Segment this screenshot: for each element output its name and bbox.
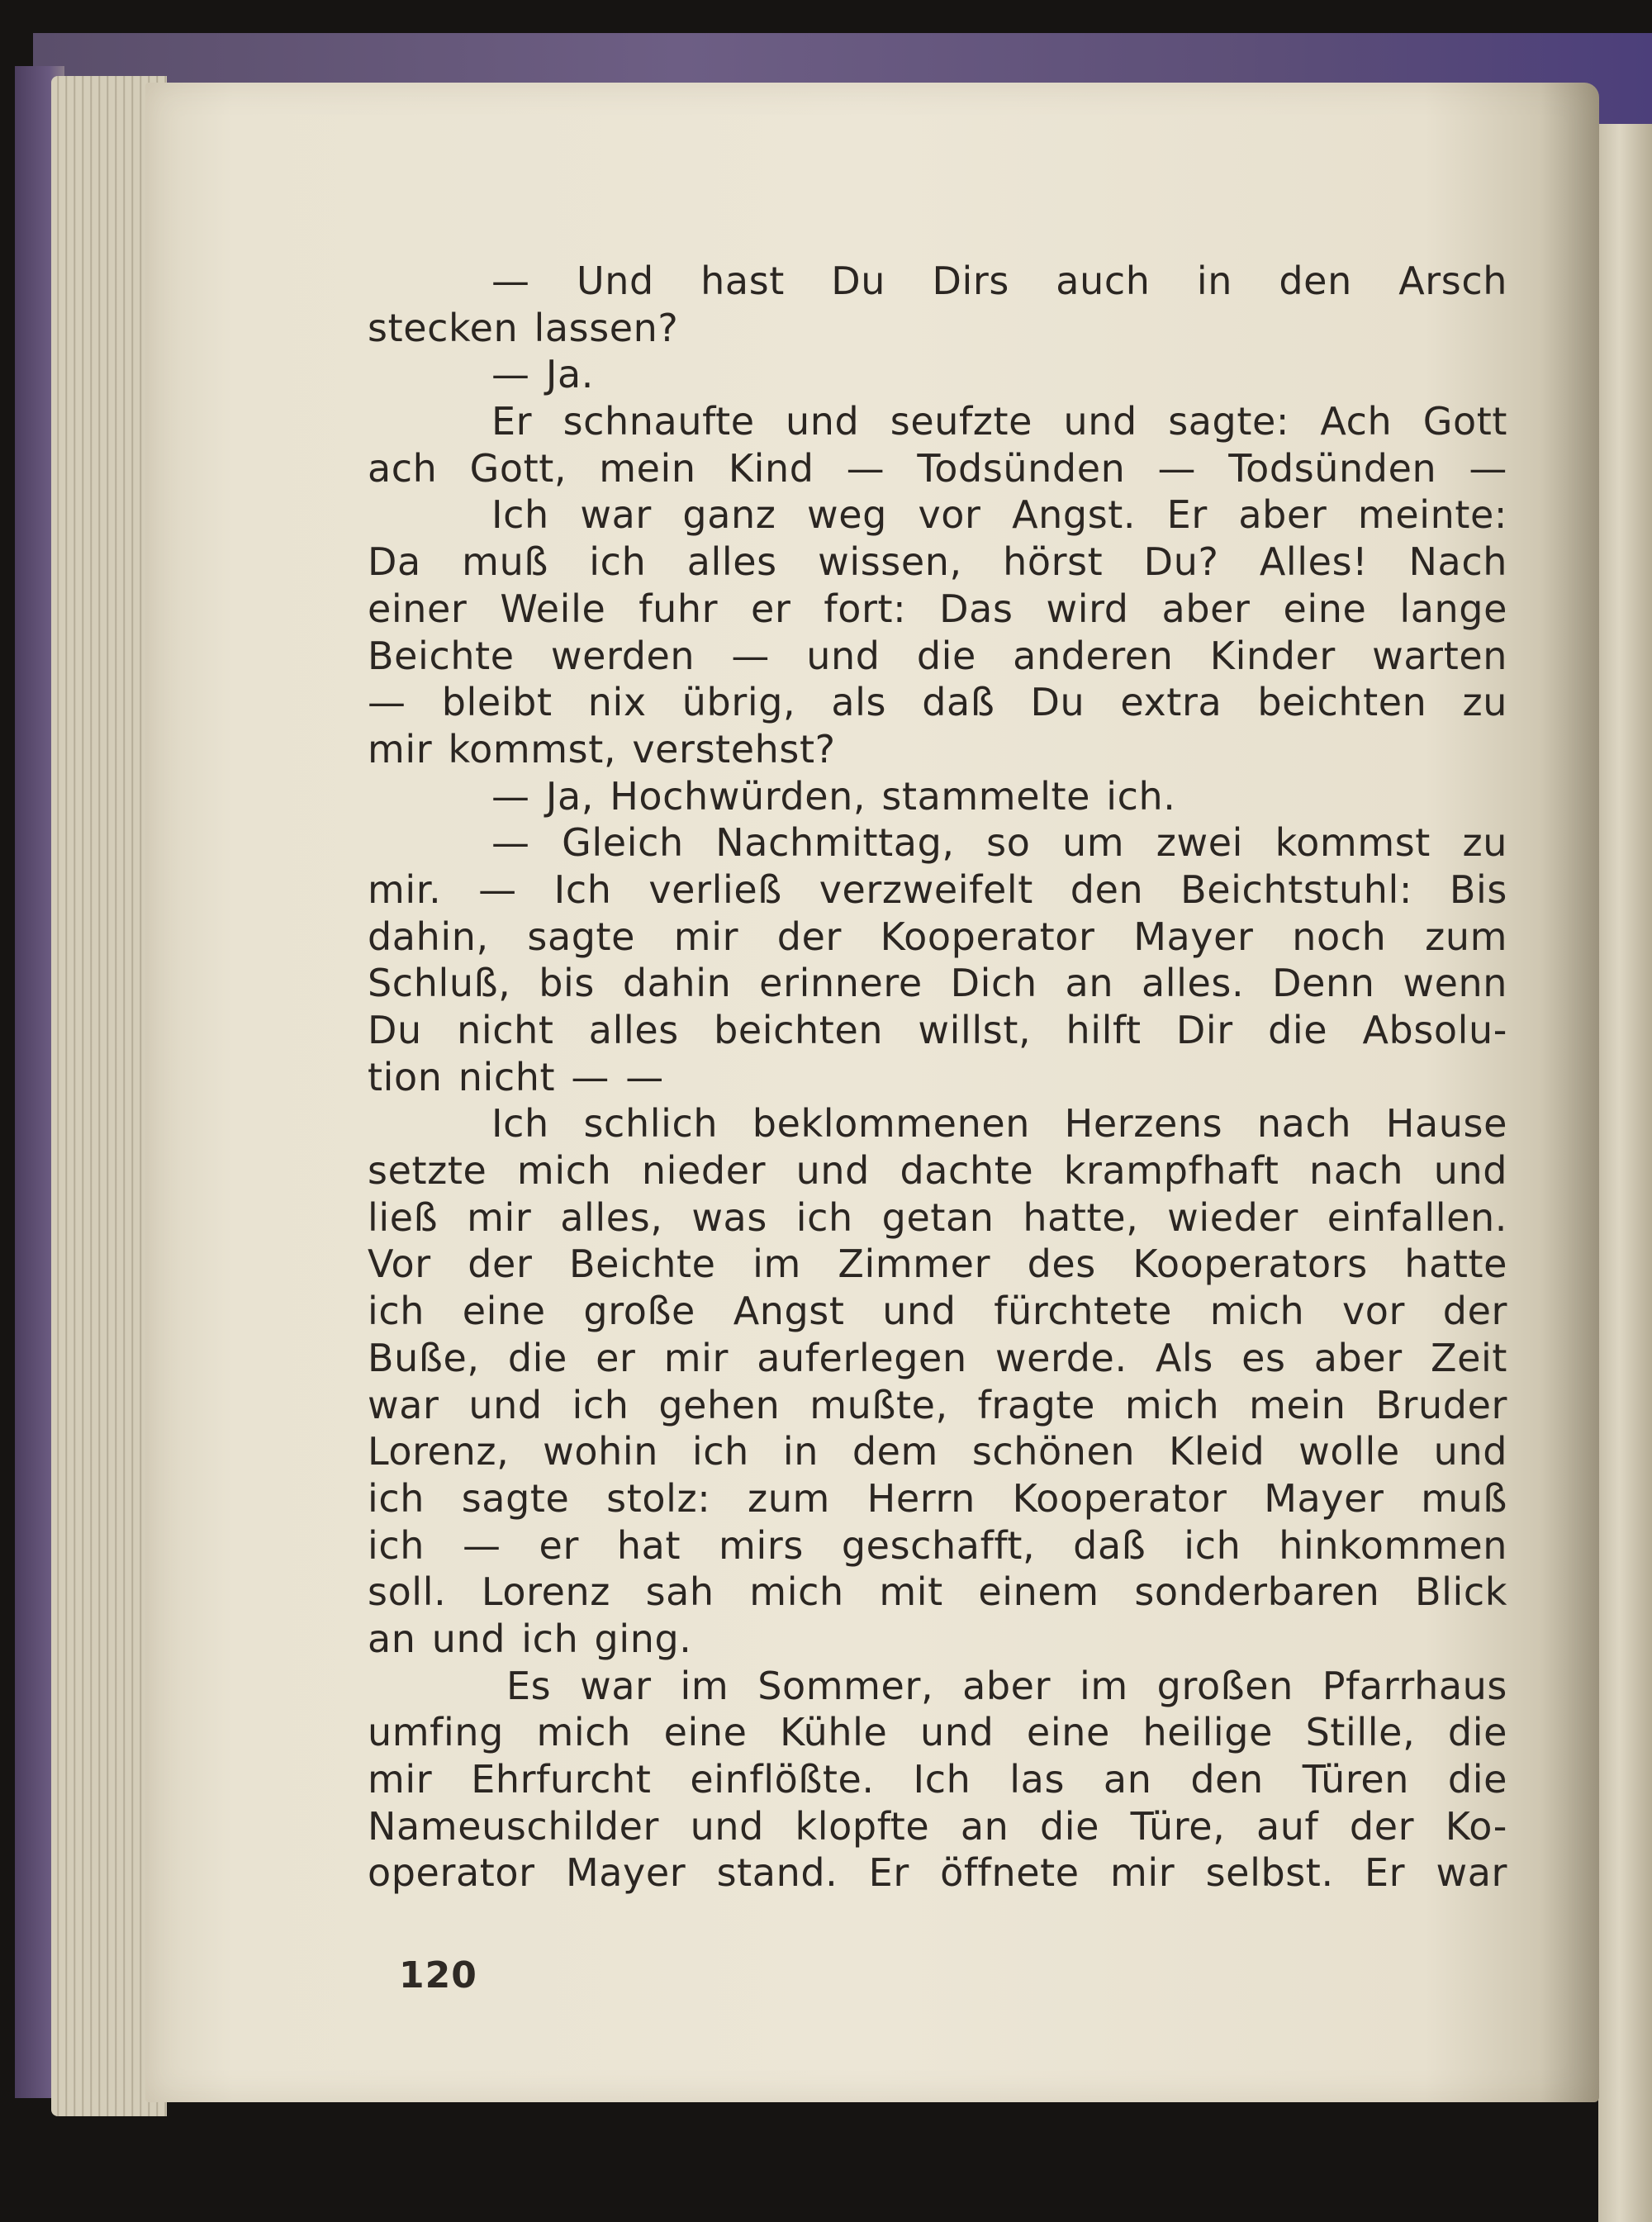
text-line-23: ich eine große Angst und fürchtete mich vor der	[368, 1289, 1507, 1334]
text-line-4: Er schnaufte und seufzte und sagte: Ach Gott	[491, 399, 1507, 444]
text-line-10: — bleibt nix übrig, als daß Du extra beichten zu	[368, 680, 1507, 725]
text-line-7: Da muß ich alles wissen, hörst Du? Alles! Nach	[368, 539, 1507, 585]
text-line-13: — Gleich Nachmittag, so um zwei kommst zu	[491, 820, 1507, 866]
text-line-35: operator Mayer stand. Er öffnete mir selbst. Er war	[368, 1850, 1507, 1896]
text-line-26: Lorenz, wohin ich in dem schönen Kleid wolle und	[368, 1429, 1507, 1474]
text-line-15: dahin, sagte mir der Kooperator Mayer noch zum	[368, 914, 1507, 959]
text-line-17: Du nicht alles beichten willst, hilft Dir die Absolu-	[368, 1008, 1507, 1052]
page-number: 120	[399, 1954, 477, 1996]
text-line-12: — Ja, Hochwürden, stammelte ich.	[491, 773, 1176, 819]
text-line-1: — Und hast Du Dirs auch in den Arsch	[491, 259, 1507, 303]
text-line-11: mir kommst, verstehst?	[368, 726, 836, 772]
text-line-28: ich — er hat mirs geschafft, daß ich hinkommen	[368, 1522, 1507, 1568]
text-line-16: Schluß, bis dahin erinnere Dich an alles. Denn wenn	[368, 961, 1507, 1006]
text-line-3: — Ja.	[491, 352, 594, 397]
text-line-27: ich sagte stolz: zum Herrn Kooperator Mayer muß	[368, 1475, 1507, 1521]
text-line-30: an und ich ging.	[368, 1616, 692, 1661]
text-line-20: setzte mich nieder und dachte krampfhaft nach und	[368, 1148, 1507, 1194]
text-line-29: soll. Lorenz sah mich mit einem sonderbaren Blick	[368, 1569, 1507, 1615]
text-line-14: mir. — Ich verließ verzweifelt den Beichtstuhl: Bis	[368, 866, 1507, 912]
text-line-22: Vor der Beichte im Zimmer des Kooperators hatte	[368, 1242, 1507, 1287]
text-line-24: Buße, die er mir auferlegen werde. Als es aber Zeit	[368, 1335, 1507, 1380]
text-line-34: Nameuschilder und klopfte an die Türe, auf der Ko-	[368, 1803, 1507, 1849]
text-line-21: ließ mir alles, was ich getan hatte, wieder einfallen.	[368, 1194, 1507, 1240]
text-line-32: umfing mich eine Kühle und eine heilige Stille, die	[368, 1710, 1507, 1755]
text-line-25: war und ich gehen mußte, fragte mich mein Bruder	[368, 1382, 1507, 1427]
text-line-5: ach Gott, mein Kind — Todsünden — Todsünden —	[368, 445, 1507, 491]
text-line-6: Ich war ganz weg vor Angst. Er aber meinte:	[491, 492, 1507, 538]
text-line-18: tion nicht — —	[368, 1054, 664, 1099]
text-line-31: Es war im Sommer, aber im großen Pfarrhaus	[506, 1663, 1507, 1708]
page-text	[368, 258, 1507, 1897]
text-line-2: stecken lassen?	[368, 305, 679, 350]
opposite-page-gutter	[1598, 124, 1652, 2222]
text-line-19: Ich schlich beklommenen Herzens nach Hause	[491, 1101, 1507, 1147]
text-line-33: mir Ehrfurcht einflößte. Ich las an den Türen die	[368, 1757, 1507, 1802]
text-line-8: einer Weile fuhr er fort: Das wird aber eine lange	[368, 586, 1507, 631]
text-line-9: Beichte werden — und die anderen Kinder warten	[368, 633, 1507, 678]
